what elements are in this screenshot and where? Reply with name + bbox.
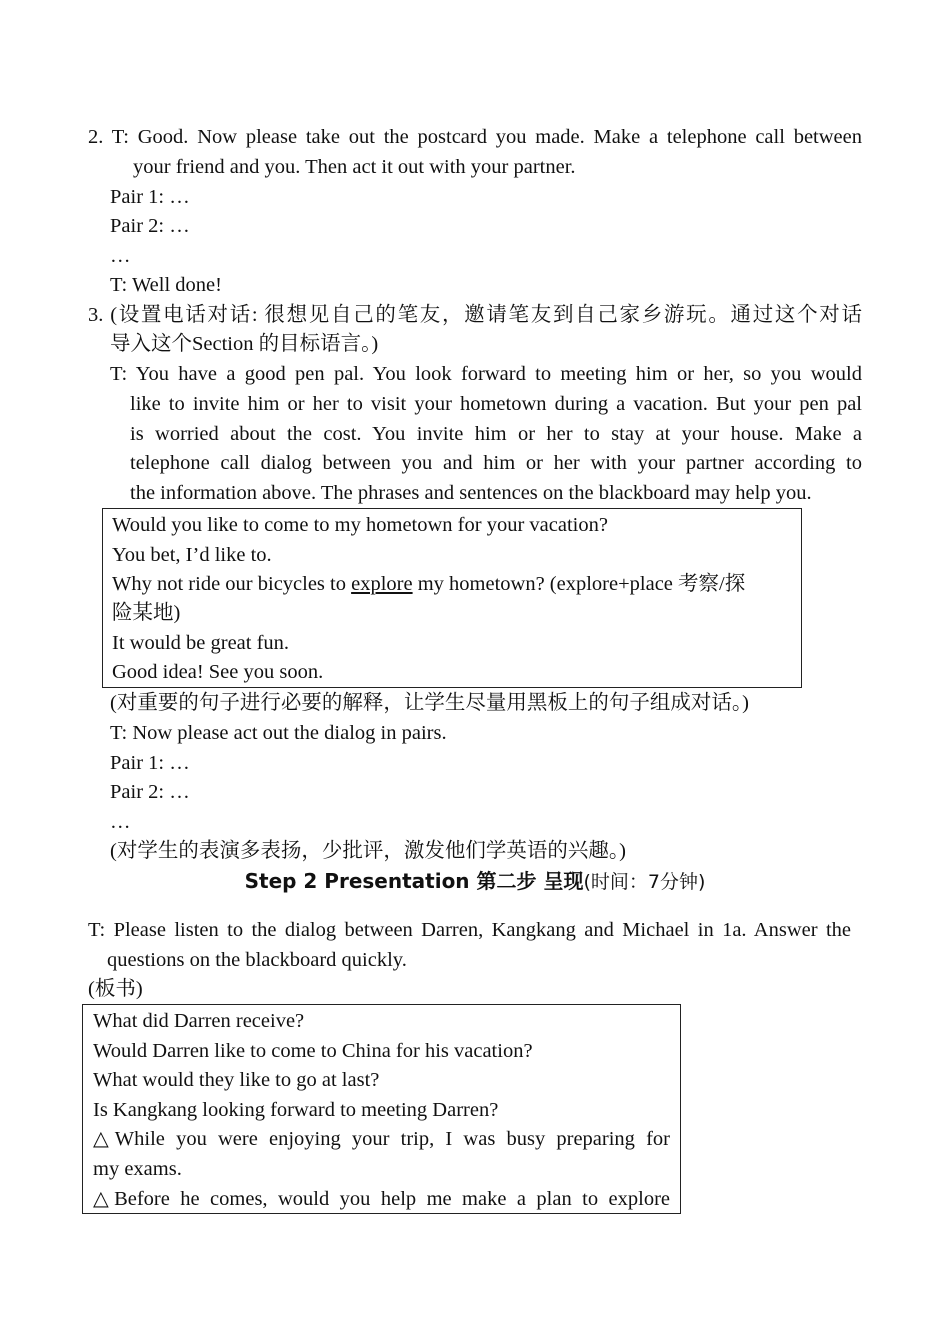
blackboard-1-line-3: Why not ride our bicycles to explore my hometown? (explore+place 考察/探 [112, 573, 746, 595]
blackboard-box-1 [102, 508, 802, 688]
listen-instruction-line-2: questions on the blackboard quickly. [107, 949, 407, 971]
teacher-instruction-line-4: telephone call dialog between you and him or her with your partner according to [130, 452, 862, 474]
pair-1-line-b: Pair 1: … [110, 752, 190, 774]
blackboard-1-line-1: Would you like to come to my hometown for your vacation? [112, 514, 608, 536]
blackboard-2-line-1: What did Darren receive? [93, 1010, 305, 1032]
pair-1-line: Pair 1: … [110, 186, 190, 208]
step-2-time: (时间：7分钟) [583, 871, 706, 893]
blackboard-1-line-6: Good idea! See you soon. [112, 661, 324, 683]
blackboard-1-line-4: 险某地) [112, 602, 181, 624]
explore-underlined-word: explore [351, 573, 413, 595]
item-2-line-1: 2. T: Good. Now please take out the postcard you made. Make a telephone call between [88, 126, 862, 148]
teacher-note-2: (对学生的表演多表扬，少批评，激发他们学英语的兴趣。) [110, 840, 626, 862]
listen-instruction-line-1: T: Please listen to the dialog between Darren, Kangkang and Michael in 1a. Answer the [88, 919, 851, 941]
pair-2-line: Pair 2: … [110, 215, 190, 237]
blackboard-2-line-6: my exams. [93, 1158, 182, 1180]
item-3-line-2: 导入这个Section 的目标语言。) [110, 333, 379, 355]
teacher-note-1: (对重要的句子进行必要的解释，让学生尽量用黑板上的句子组成对话。) [110, 692, 749, 714]
item-3-line-1: 3. (设置电话对话: 很想见自己的笔友，邀请笔友到自己家乡游玩。通过这个对话 [88, 304, 862, 326]
well-done-line: T: Well done! [110, 274, 222, 296]
blackboard-2-line-5: △While you were enjoying your trip, I was busy preparing for [93, 1128, 670, 1150]
blackboard-box-2 [82, 1004, 681, 1214]
blackboard-1-line-2: You bet, I’d like to. [112, 544, 272, 566]
teacher-instruction-line-5: the information above. The phrases and sentences on the blackboard may help you. [130, 482, 812, 504]
blackboard-2-line-3: What would they like to go at last? [93, 1069, 380, 1091]
ellipsis-line: … [110, 245, 131, 267]
teacher-instruction-line-2: like to invite him or her to visit your hometown during a vacation. But your pen pal [130, 393, 862, 415]
step-2-title: Step 2 Presentation 第二步 呈现 [244, 869, 584, 893]
teacher-instruction-line-1: T: You have a good pen pal. You look forward to meeting him or her, so you would [110, 363, 862, 385]
blackboard-2-line-2: Would Darren like to come to China for his vacation? [93, 1040, 533, 1062]
item-2-line-2: your friend and you. Then act it out with your partner. [133, 156, 576, 178]
board-label: (板书) [88, 978, 143, 1000]
ellipsis-line-b: … [110, 811, 131, 833]
pair-2-line-b: Pair 2: … [110, 781, 190, 803]
blackboard-2-line-7: △Before he comes, would you help me make a plan to explore [93, 1188, 670, 1210]
blackboard-2-line-4: Is Kangkang looking forward to meeting Darren? [93, 1099, 499, 1121]
act-out-line: T: Now please act out the dialog in pairs. [110, 722, 447, 744]
teacher-instruction-line-3: is worried about the cost. You invite him or her to stay at your house. Make a [130, 423, 862, 445]
blackboard-1-line-5: It would be great fun. [112, 632, 290, 654]
step-2-heading [0, 866, 950, 897]
